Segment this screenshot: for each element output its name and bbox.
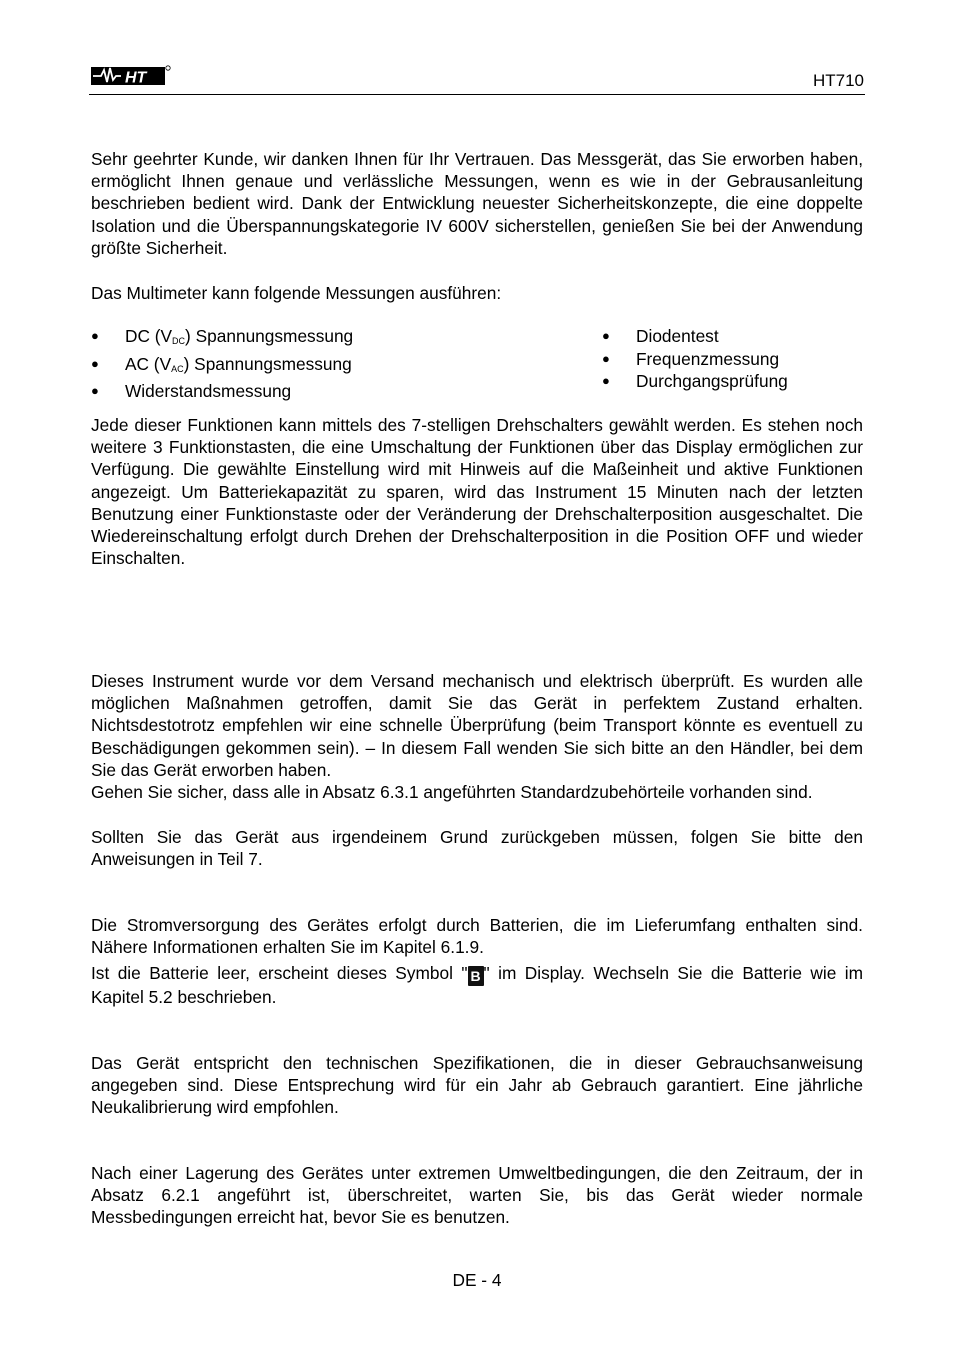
- list-item: ● DC $(V_{DC})$ Spannungsmessung: [91, 326, 354, 346]
- calibration-paragraph: Das Gerät entspricht den technischen Spezifikationen, die in dieser Gebrauchsanweisung angegeben sind. Diese Entsprechung wird für ein Jahr ab Gebrauch garantiert. Eine jährliche Neukalibrierung wird empfohlen.: [91, 1053, 863, 1118]
- bullet-icon: ●: [602, 328, 610, 343]
- accessories-paragraph: Gehen Sie sicher, dass alle in Absatz 6.3.1 angeführten Standardzubehörteile vorhanden sind.: [91, 782, 813, 802]
- battery-low-paragraph: Ist die Batterie leer, erscheint dieses Symbol " B " im Display. Wechseln Sie die Batterie wie im Kapitel 5.2 beschrieben.: [91, 963, 863, 1007]
- bullet-icon: ●: [91, 383, 99, 398]
- list-item: ● AC $(V_{AC})$ Spannungsmessung: [91, 353, 352, 374]
- inspection-paragraph: Dieses Instrument wurde vor dem Versand mechanisch und elektrisch überprüft. Es wurden alle möglichen Maßnahmen getroffen, damit Sie das Gerät in perfektem Zustand erhalten. Nichtsdestotrotz empfehlen wir eine schnelle Überprüfung (beim Transport könnte es eventuell zu Beschädigungen gekommen sein). – In diesem Fall wenden Sie sich bitte an den Händler, bei dem Sie das Gerät erworben haben.: [91, 671, 863, 780]
- bullet-icon: ●: [91, 355, 99, 371]
- return-paragraph: Sollten Sie das Gerät aus irgendeinem Grund zurückgeben müssen, folgen Sie bitte den Anweisungen in Teil 7.: [91, 827, 863, 870]
- list-item: ● Widerstandsmessung: [91, 381, 292, 401]
- bullet-icon: ●: [602, 350, 610, 366]
- list-item: ● Diodentest: [602, 326, 719, 346]
- list-item: ● Frequenzmessung: [602, 348, 780, 369]
- measurement-list-right: [602, 325, 788, 393]
- measurement-list-left: [91, 325, 353, 403]
- header-divider: [89, 94, 865, 95]
- functions-paragraph: Jede dieser Funktionen kann mittels des 7-stelligen Drehschalters gewählt werden. Es stehen noch weitere 3 Funktionstasten, die eine Umschaltung der Funktionen über das Display ermöglichen zur Verfügung. Die gewählte Einstellung wird mit Hinweis auf die Maßeinheit und aktive Funktionen angezeigt. Um Batteriekapazität zu sparen, wird das Instrument 15 Minuten nach der letzten Benutzung einer Funktionstaste oder der Veränderung der Drehschalterposition ausgeschaltet. Die Wiedereinschaltung erfolgt durch Drehen der Drehschalterposition in die Position OFF und wieder Einschalten.: [91, 415, 863, 569]
- model-name: HT710: [812, 71, 864, 90]
- bullet-icon: ●: [602, 373, 610, 388]
- page-number: DE - 4: [452, 1270, 502, 1290]
- measurements-intro: Das Multimeter kann folgende Messungen ausführen:: [91, 283, 502, 303]
- power-supply-paragraph: Die Stromversorgung des Gerätes erfolgt durch Batterien, die im Lieferumfang enthalten sind. Nähere Informationen erhalten Sie im Kapitel 6.1.9.: [91, 915, 863, 958]
- storage-paragraph: Nach einer Lagerung des Gerätes unter extremen Umweltbedingungen, die den Zeitraum, der in Absatz 6.2.1 angeführt ist, überschreitet, warten Sie, bis das Gerät wieder normale Messbedingungen erreicht hat, bevor Sie es benutzen.: [91, 1163, 863, 1228]
- svg-text:HT: HT: [125, 69, 147, 87]
- battery-low-icon: B: [468, 966, 484, 986]
- ht-logo: [91, 62, 171, 88]
- intro-paragraph: Sehr geehrter Kunde, wir danken Ihnen für Ihr Vertrauen. Das Messgerät, das Sie erworben haben, ermöglicht Ihnen genaue und verlässliche Messungen, wenn es wie in der Gebrausanleitung beschrieben bedient wird. Dank der Entwicklung neuester Sicherheitskonzepte, die eine doppelte Isolation und die Überspannungskategorie IV 600V sicherstellen, genießen Sie bei der Anwendung größte Sicherheit.: [91, 149, 863, 258]
- bullet-icon: ●: [91, 328, 99, 343]
- list-item: ● Durchgangsprüfung: [602, 371, 788, 391]
